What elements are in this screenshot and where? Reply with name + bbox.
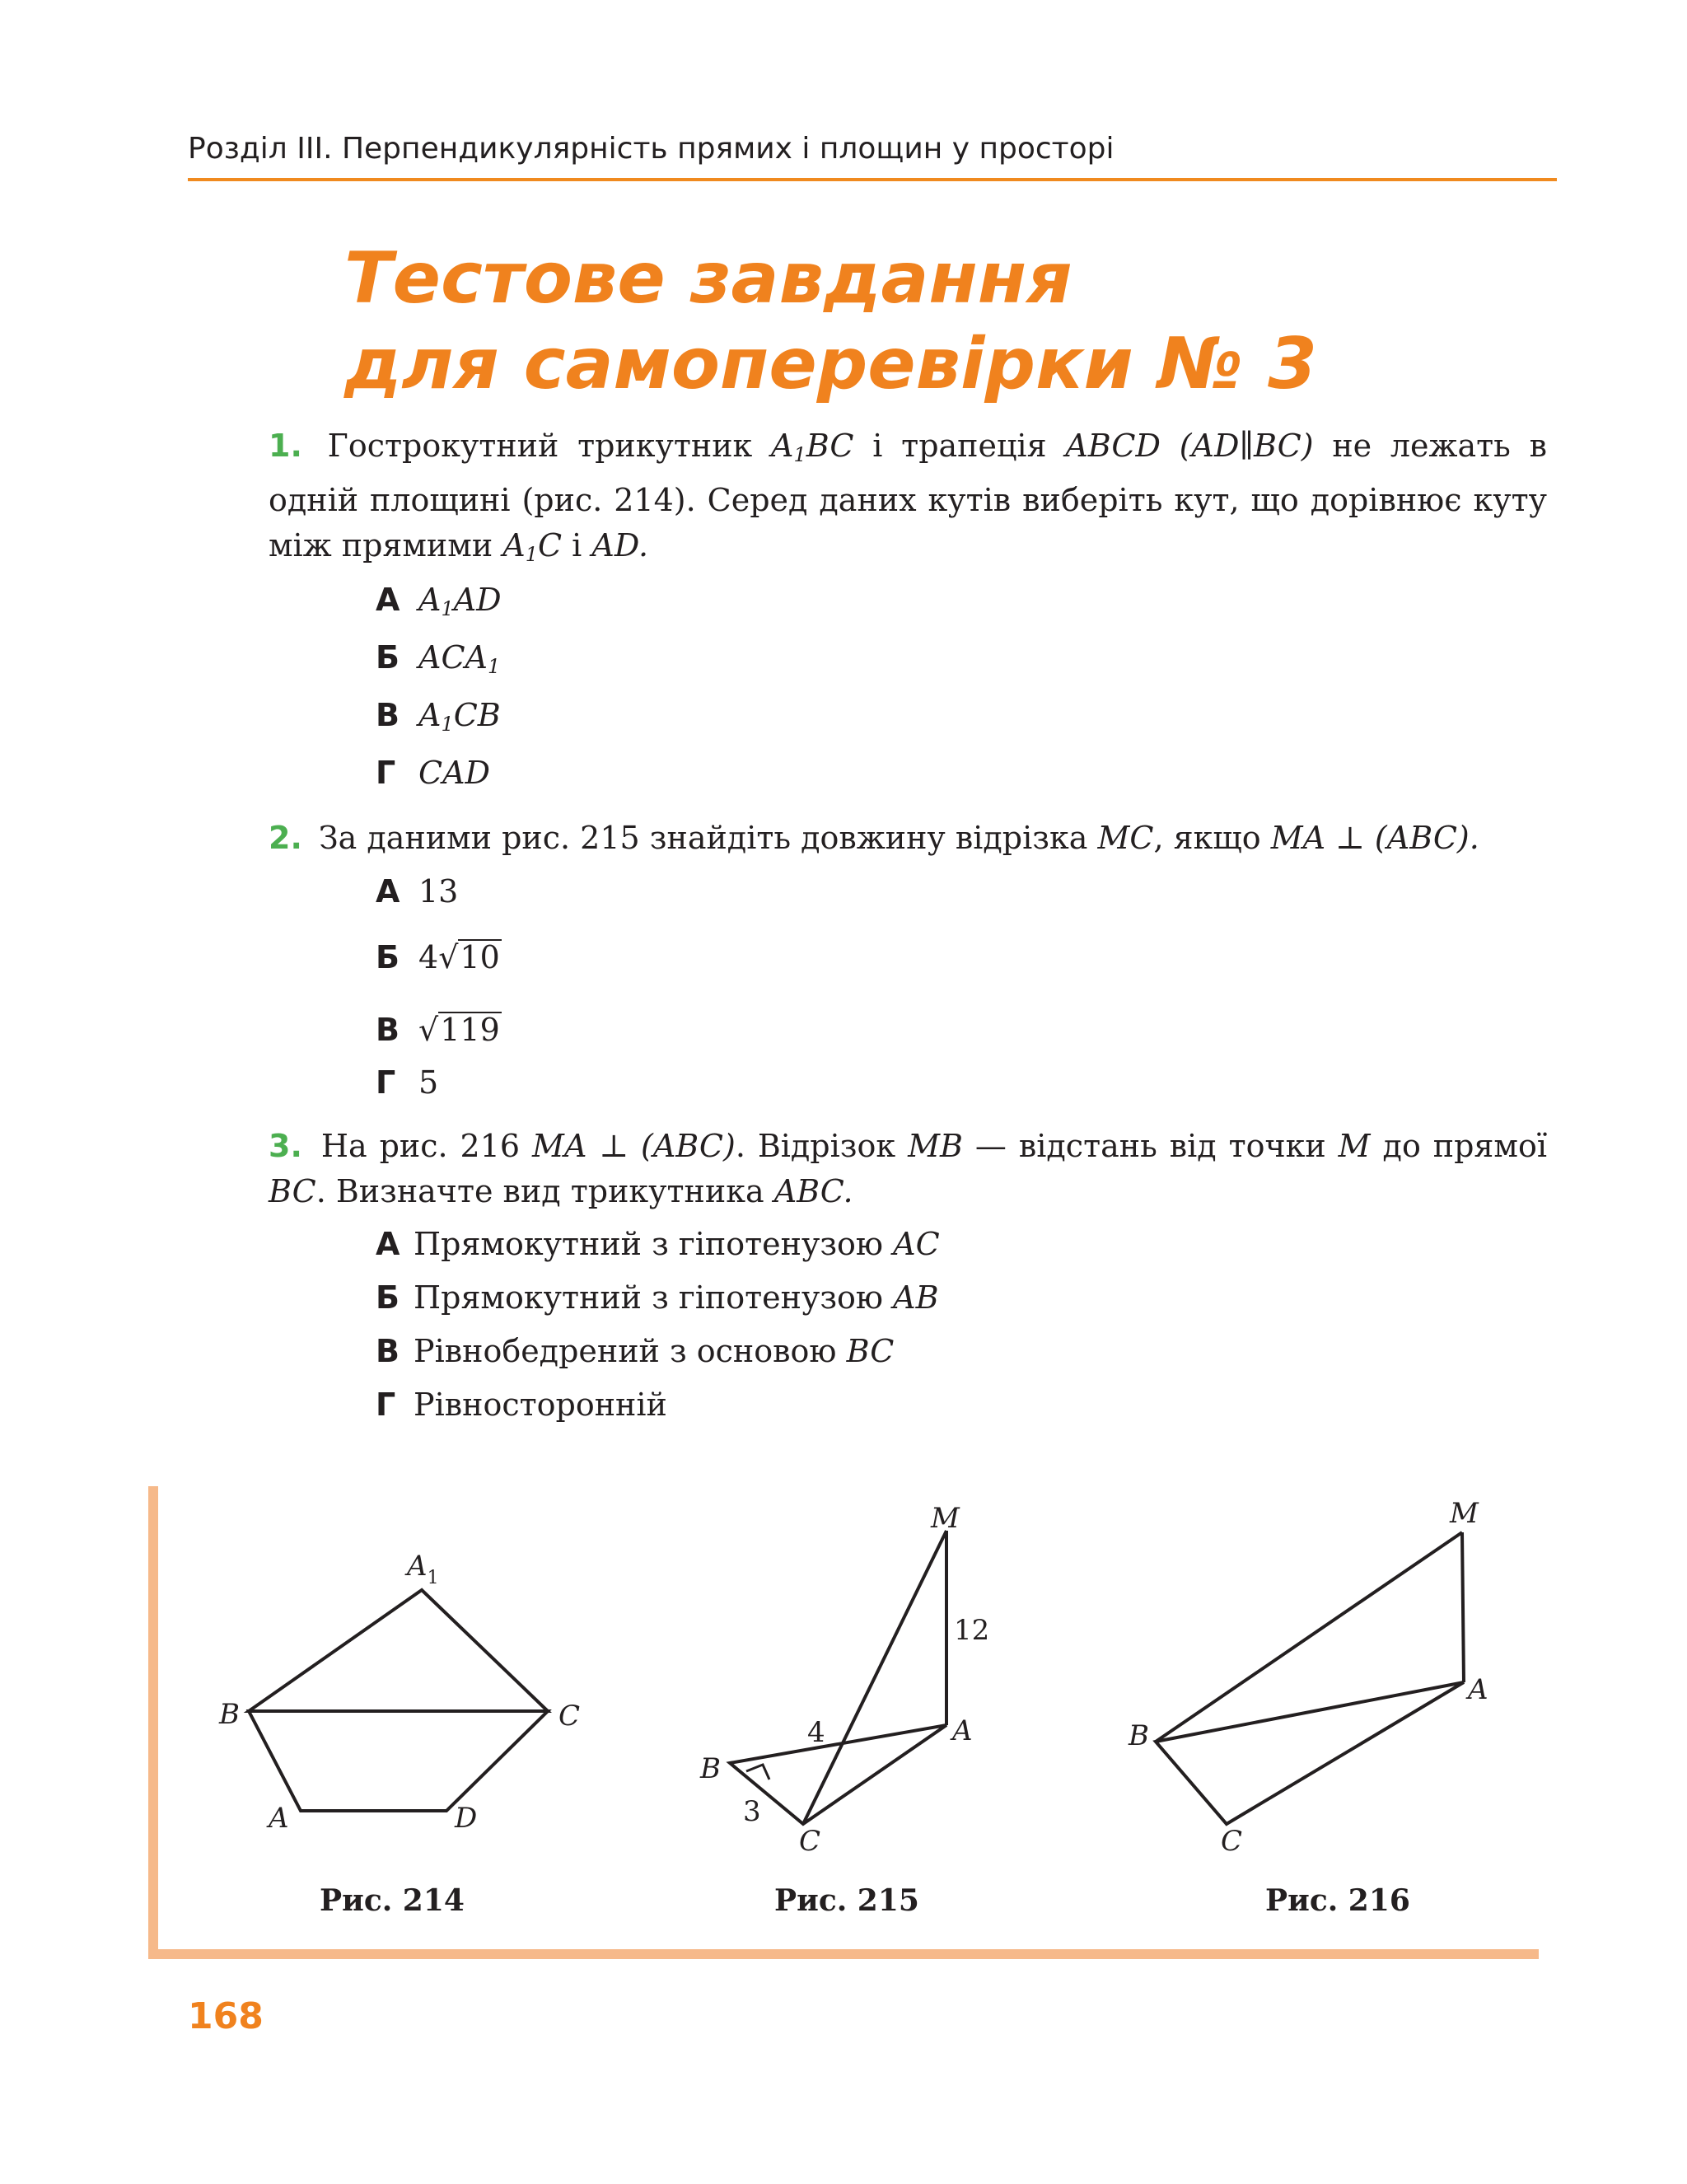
label-a: A	[269, 1802, 289, 1835]
figure-216	[1156, 1532, 1464, 1824]
label-c: C	[1221, 1825, 1243, 1858]
trapezoid-abcd	[249, 1711, 548, 1811]
question-number: 2.	[269, 820, 302, 856]
option-letter: Г	[376, 1064, 396, 1101]
option-letter: Б	[376, 1279, 400, 1316]
q2-option-c[interactable]: В √119	[376, 1007, 502, 1053]
q2-text-1: За даними рис. 215 знайдіть довжину відрізка	[318, 820, 1088, 856]
question-number: 3.	[269, 1128, 302, 1164]
radicand: 10	[460, 939, 500, 975]
length-bc: 3	[743, 1795, 761, 1828]
option-letter: А	[376, 582, 400, 618]
radicand: 119	[440, 1012, 500, 1048]
q3-point-m: M	[1338, 1128, 1371, 1164]
label-b: B	[1129, 1719, 1149, 1752]
q1-option-c[interactable]: В $A_1CB$	[376, 692, 501, 738]
label-a: A	[1468, 1673, 1488, 1706]
q3-line-bc: BC	[269, 1173, 316, 1209]
option-letter: В	[376, 1333, 400, 1369]
right-angle-mark	[746, 1765, 769, 1779]
q3-segment-mb: MB	[908, 1128, 963, 1164]
q3-option-b[interactable]: Б Прямокутний з гіпотенузою AB	[376, 1274, 939, 1321]
title-line-1: Тестове завдання	[344, 237, 1072, 320]
triangle-abc	[730, 1725, 946, 1824]
caption-fig-215: Рис. 215	[774, 1883, 919, 1918]
label-a: A	[952, 1714, 973, 1747]
section-header: Розділ III. Перпендикулярність прямих і площин у просторі	[188, 132, 1115, 166]
q3-option-a[interactable]: А Прямокутний з гіпотенузою AC	[376, 1221, 940, 1267]
option-letter: В	[376, 1012, 400, 1048]
option-letter: А	[376, 1226, 400, 1262]
q3-option-c[interactable]: В Рівнобедрений з основою BC	[376, 1328, 894, 1374]
q3-text-2: . Відрізок	[735, 1128, 896, 1164]
title-line-2: для самоперевірки № 3	[344, 323, 1317, 405]
label-a1: $A_1$	[407, 1550, 439, 1588]
q1-text-4: і	[572, 527, 582, 564]
q2-condition: MA ⊥ (ABC).	[1270, 820, 1479, 856]
length-ma: 12	[954, 1614, 990, 1647]
figure-215	[730, 1531, 946, 1824]
q1-parallel: (AD∥BC)	[1179, 428, 1314, 464]
q1-option-a[interactable]: А $A_1AD$	[376, 577, 502, 623]
option-letter: В	[376, 697, 400, 733]
label-b: B	[700, 1752, 721, 1785]
q1-option-d[interactable]: Г CAD	[376, 750, 490, 796]
q3-text-3: — відстань від точки	[974, 1128, 1326, 1164]
label-m: M	[931, 1502, 960, 1535]
q2-option-a[interactable]: А 13	[376, 868, 458, 914]
caption-fig-214: Рис. 214	[320, 1883, 465, 1918]
q1-text-3: не лежать в одній площині (рис. 214). Серед даних кутів виберіть кут, що дорівнює куту між прямими	[269, 428, 1547, 564]
q3-text-1: На рис. 216	[320, 1128, 521, 1164]
q1-text-2: і трапеція	[872, 428, 1047, 464]
q1-line-ad: AD.	[591, 527, 649, 564]
option-letter: Б	[376, 639, 400, 676]
label-b: B	[219, 1698, 240, 1731]
q3-text-5: . Визначте вид трикутника	[315, 1173, 764, 1209]
label-m: M	[1450, 1497, 1479, 1530]
q3-option-d[interactable]: Г Рівносторонній	[376, 1382, 667, 1428]
q3-triangle-abc: ABC.	[773, 1173, 853, 1209]
q2-text-2: , якщо	[1153, 820, 1261, 856]
segment-ma	[1462, 1532, 1464, 1682]
triangle-a1bc	[249, 1590, 548, 1711]
option-letter: Г	[376, 1387, 396, 1423]
caption-fig-216: Рис. 216	[1265, 1883, 1410, 1918]
q3-condition: MA ⊥ (ABC)	[532, 1128, 736, 1164]
option-letter: Б	[376, 939, 400, 975]
q1-text-1: Гострокутний трикутник	[327, 428, 753, 464]
figure-214	[249, 1590, 548, 1811]
q1-trapezoid: ABCD	[1065, 428, 1161, 464]
option-letter: А	[376, 873, 400, 910]
option-letter: Г	[376, 755, 396, 791]
page-number: 168	[188, 1995, 264, 2037]
q1-option-b[interactable]: Б $ACA_1$	[376, 634, 500, 680]
segment-mc	[803, 1531, 946, 1824]
q2-option-d[interactable]: Г 5	[376, 1059, 438, 1106]
q2-option-b[interactable]: Б 4√10	[376, 934, 502, 980]
q1-line-a1c: $A_1C$	[502, 527, 563, 566]
q1-triangle: $A_1BC$	[771, 428, 854, 466]
triangle-abc	[1156, 1682, 1464, 1824]
length-ba: 4	[807, 1716, 825, 1749]
q3-text-4: до прямої	[1382, 1128, 1547, 1164]
label-d: D	[455, 1802, 478, 1835]
label-c: C	[799, 1825, 821, 1858]
label-c: C	[558, 1700, 581, 1733]
q2-segment-mc: MC	[1097, 820, 1154, 856]
question-number: 1.	[269, 428, 302, 464]
